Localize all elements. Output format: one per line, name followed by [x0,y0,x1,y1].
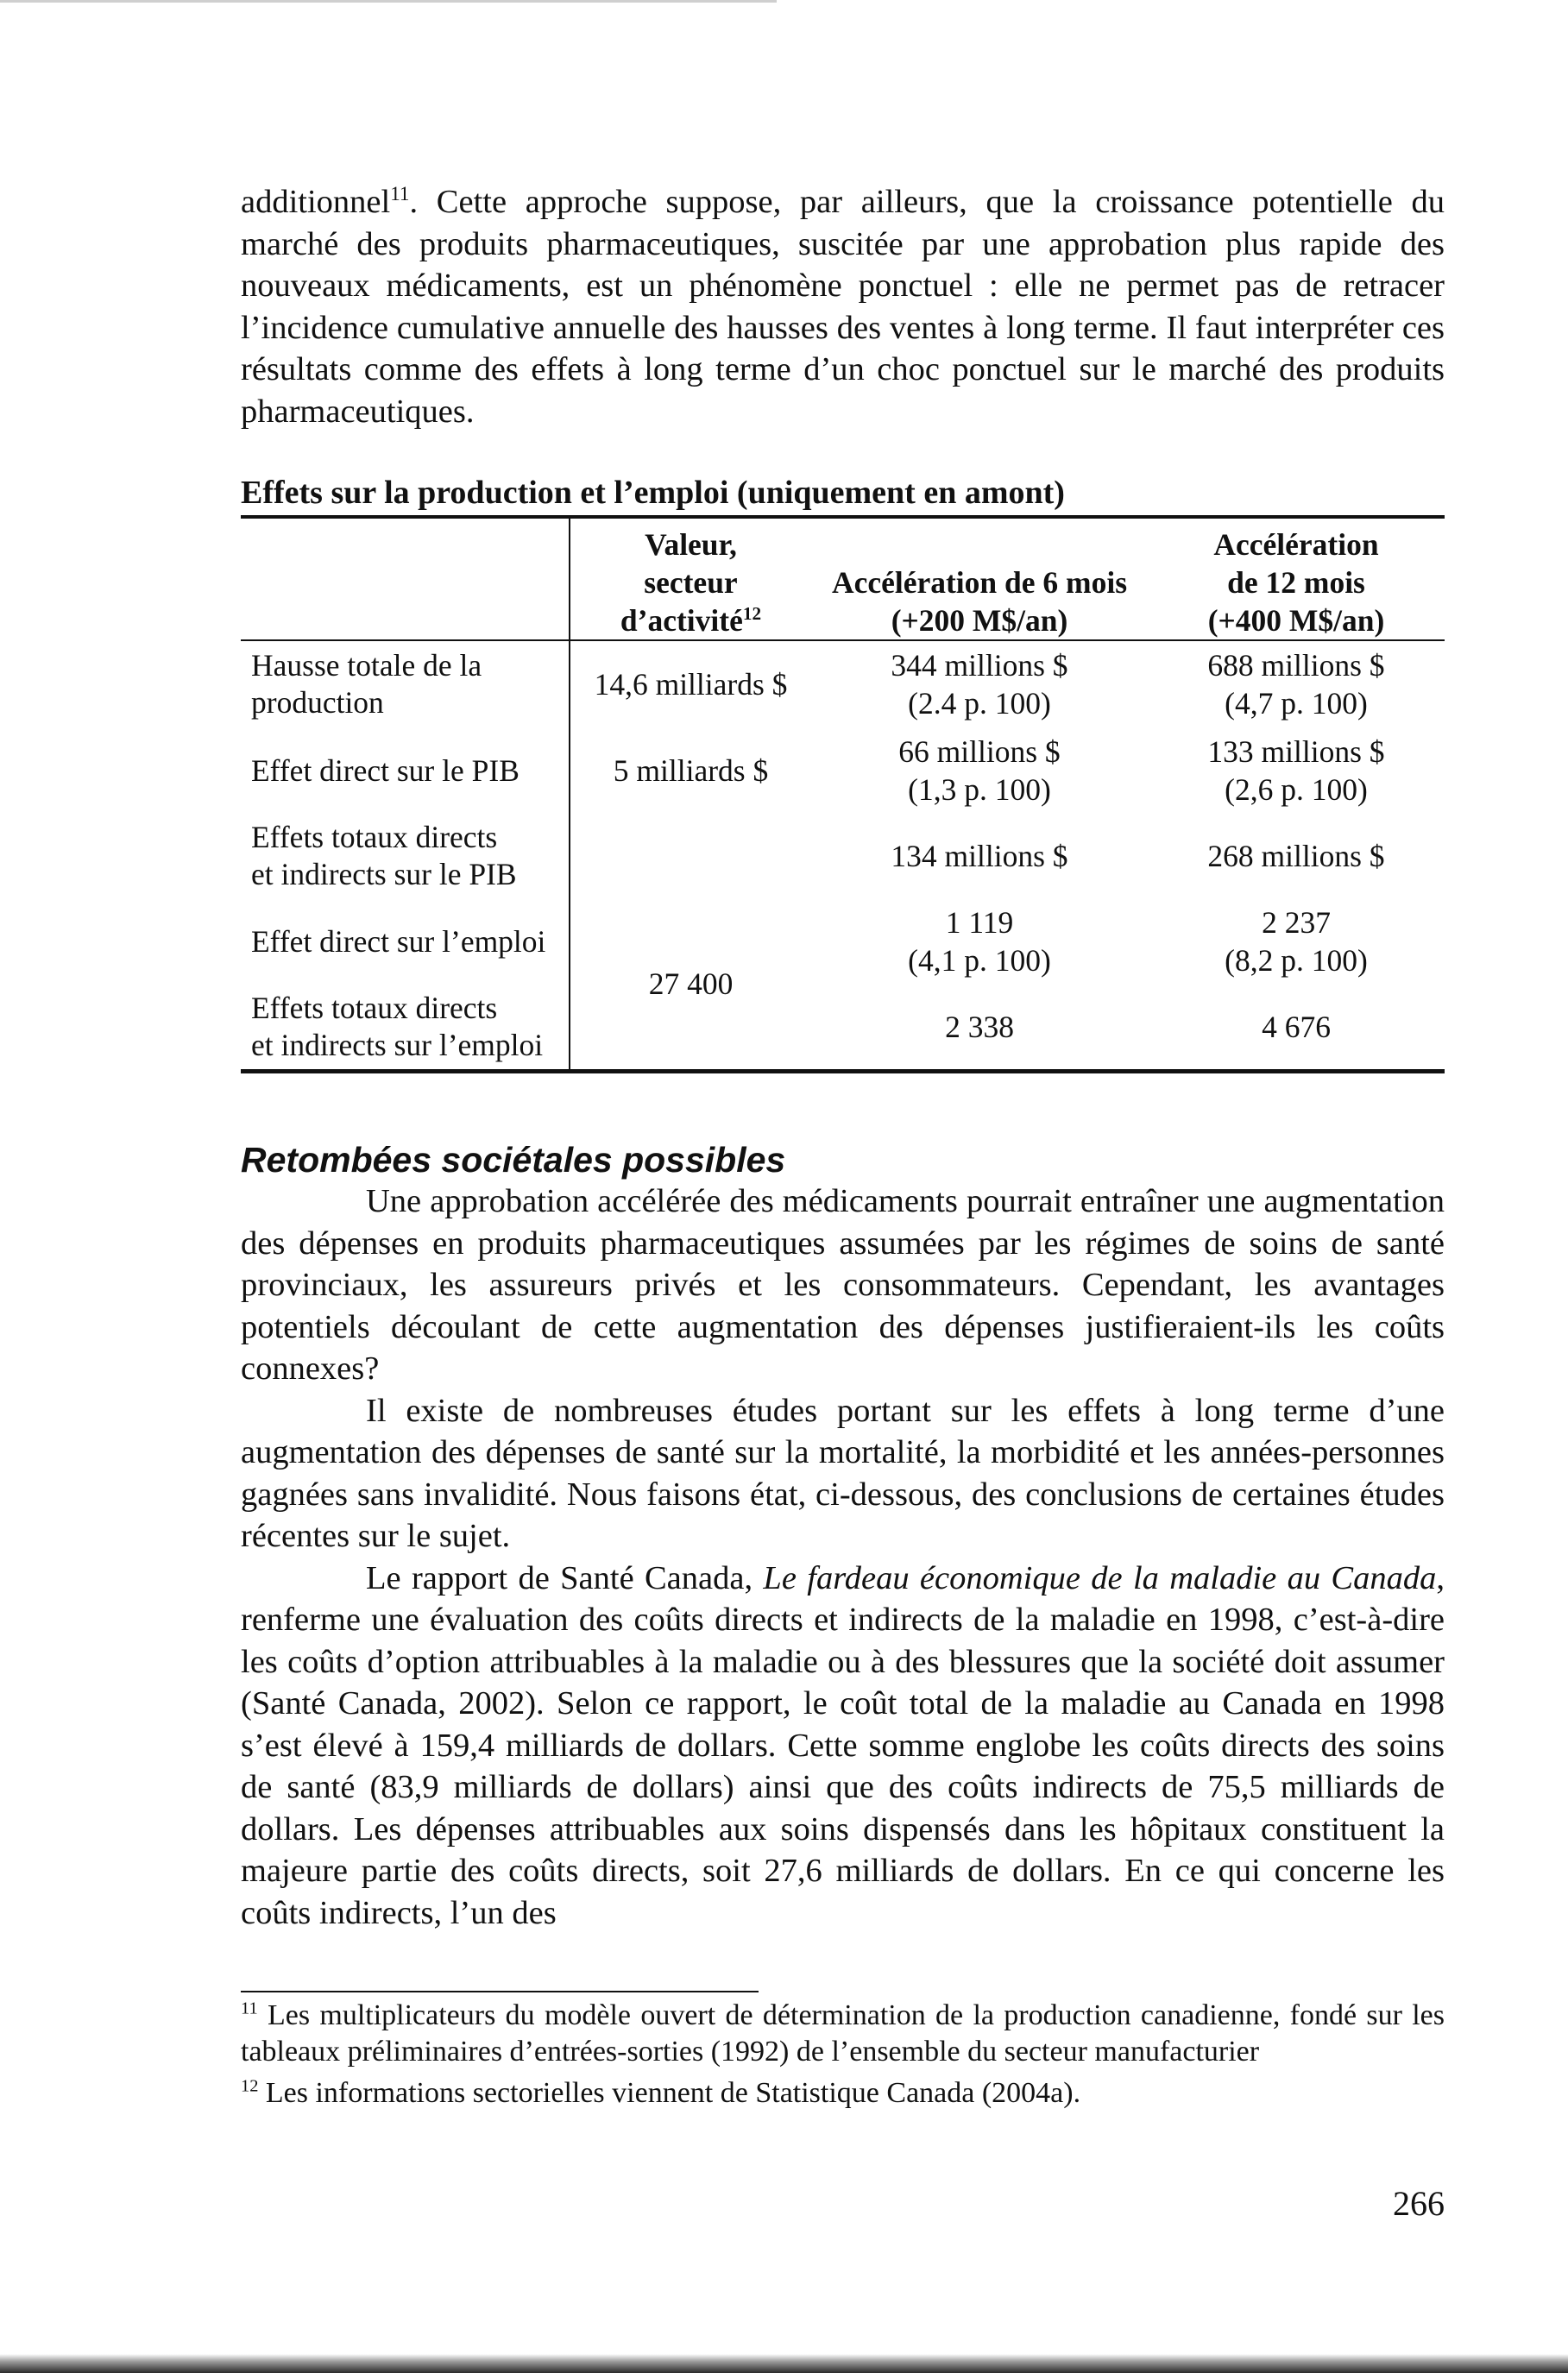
row-value-empty [570,814,811,898]
twelve-percent: (2,6 p. 100) [1225,772,1368,807]
six-amount: 66 millions $ [898,734,1061,769]
body-paragraph-1: Une approbation accélérée des médicaments pourrait entraîner une augmentation des dépenses en produits pharmaceutiques assumées par les régimes de soins de santé provinciaux, les assureurs privés et les consommateurs. Cependant, les avantages potentiels découlant de cette augmentation des dépenses justifieraient-ils les coûts connexes? [241,1183,1445,1387]
section-heading: Retombées sociétales possibles [241,1140,786,1180]
row-label-line1: Effet direct sur l’emploi [251,923,546,959]
twelve-percent: (8,2 p. 100) [1225,943,1368,978]
body-paragraph-3 [241,1558,1445,1935]
p3-rest: , renferme une évaluation des coûts directs et indirects de la maladie en 1998, c’est-à-dire les coûts d’option attribuables à la maladie ou à des blessures que la société doit assumer (Santé Canada, 2002). Selon ce rapport, le coût total de la maladie au Canada en 1998 s’est élevé à 159,4 milliards de dollars. Cette somme englobe les coûts directs des soins de santé (83,9 milliards de dollars) ainsi que des coûts indirects de 75,5 milliards de dollars. Les dépenses attribuables aux soins dispensés dans les hôpitaux constituent la majeure partie des coûts directs, soit 27,6 milliards de dollars. En ce qui concerne les coûts indirects, l’un des [241,1559,1445,1931]
footnote-12 [241,2075,1445,2112]
header-value-line1: Valeur, [645,527,737,562]
six-amount: 1 119 [945,905,1014,940]
row-six-months [811,727,1148,814]
row-six-months [811,814,1148,898]
footnote-number: 12 [241,2076,259,2096]
header-value-line3-text: d’activité [620,603,743,638]
twelve-amount: 688 millions $ [1207,648,1385,683]
row-twelve-months [1148,727,1445,814]
row-value: 14,6 milliards $ [594,667,788,702]
header-empty-cell [241,517,570,640]
row-label-line2: et indirects sur l’emploi [251,1028,544,1062]
row-twelve-months [1148,640,1445,727]
table-title: Effets sur la production et l’emploi (uniquement en amont) [241,475,1065,511]
header-value-line2: secteur [644,565,738,600]
table-row [241,814,1445,898]
twelve-amount: 133 millions $ [1207,734,1385,769]
row-label-line1: Effets totaux directs [251,820,498,854]
header-twelve-months [1148,517,1445,640]
row-six-months [811,898,1148,985]
table-row [241,898,1445,985]
row-twelve-months [1148,898,1445,985]
header-value-line3 [574,601,808,639]
header-twelve-line3: (+400 M$/an) [1207,603,1385,638]
twelve-percent: (4,7 p. 100) [1225,686,1368,721]
report-title: Le fardeau économique de la maladie au Canada [763,1559,1437,1596]
header-twelve-line1: Accélération [1213,527,1379,562]
row-twelve-months [1148,814,1445,898]
row-six-months [811,640,1148,727]
row-label-line1: Effets totaux directs [251,991,498,1025]
intro-word: additionnel [241,184,391,220]
twelve-amount: 4 676 [1262,1010,1331,1044]
table-row [241,640,1445,727]
header-value [570,517,811,640]
footnote-ref-11[interactable]: 11 [390,182,410,205]
footnote-divider [241,1991,759,1992]
page-content [241,181,1445,2112]
six-amount: 134 millions $ [891,839,1068,873]
row-label-line1: Hausse totale de la [251,648,482,683]
effects-table [241,515,1445,1073]
footnote-ref-12[interactable]: 12 [742,603,762,625]
scan-edge-top [0,0,777,3]
header-six-months [811,517,1148,640]
table-row [241,985,1445,1072]
row-label-line2: production [251,685,384,720]
intro-paragraph [241,181,1445,432]
row-value: 5 milliards $ [613,753,769,788]
six-amount: 344 millions $ [891,648,1068,683]
row-twelve-months [1148,985,1445,1072]
footnote-text: Les multiplicateurs du modèle ouvert de détermination de la production canadienne, fondé sur les tableaux préliminaires d’entrées-sorties (1992) de l’ensemble du secteur manufacturier [241,1999,1445,2068]
table-header-row [241,517,1445,640]
footnote-text: Les informations sectorielles viennent de Statistique Canada (2004a). [265,2077,1081,2109]
twelve-amount: 2 237 [1262,905,1331,940]
scan-edge-bottom [0,2354,1568,2373]
intro-text: . Cette approche suppose, par ailleurs, que la croissance potentielle du marché des produits pharmaceutiques, suscitée par une approbation plus rapide des nouveaux médicaments, est un phénomène ponctuel : elle ne permet pas de retracer l’incidence cumulative annuelle des hausses des ventes à long terme. Il faut interpréter ces résultats comme des effets à long terme d’un choc ponctuel sur le marché des produits pharmaceutiques. [241,184,1445,430]
body-paragraph-2: Il existe de nombreuses études portant sur les effets à long terme d’une augmentation des dépenses de santé sur la mortalité, la morbidité et les années-personnes gagnées sans invalidité. Nous faisons état, ci-dessous, des conclusions de certaines études récentes sur le sujet. [241,1392,1445,1554]
row-label-line2: et indirects sur le PIB [251,857,517,891]
header-six-line2: (+200 M$/an) [891,603,1068,638]
header-twelve-line2: de 12 mois [1227,565,1365,600]
table-row [241,727,1445,814]
footnote-number: 11 [241,1998,258,2018]
page-number: 266 [1393,2184,1445,2223]
row-label [241,985,570,1072]
six-amount: 2 338 [945,1010,1014,1044]
footnote-11 [241,1998,1445,2070]
row-label [241,814,570,898]
row-label [241,727,570,814]
row-label [241,898,570,985]
row-label [241,640,570,727]
six-percent: (2.4 p. 100) [908,686,1051,721]
row-label-line1: Effet direct sur le PIB [251,752,520,788]
six-percent: (1,3 p. 100) [908,772,1051,807]
employment-value: 27 400 [570,898,811,1072]
header-six-line1: Accélération de 6 mois [831,565,1128,600]
row-six-months [811,985,1148,1072]
twelve-amount: 268 millions $ [1207,839,1385,873]
p3-start: Le rapport de Santé Canada, [366,1559,764,1596]
six-percent: (4,1 p. 100) [908,943,1051,978]
